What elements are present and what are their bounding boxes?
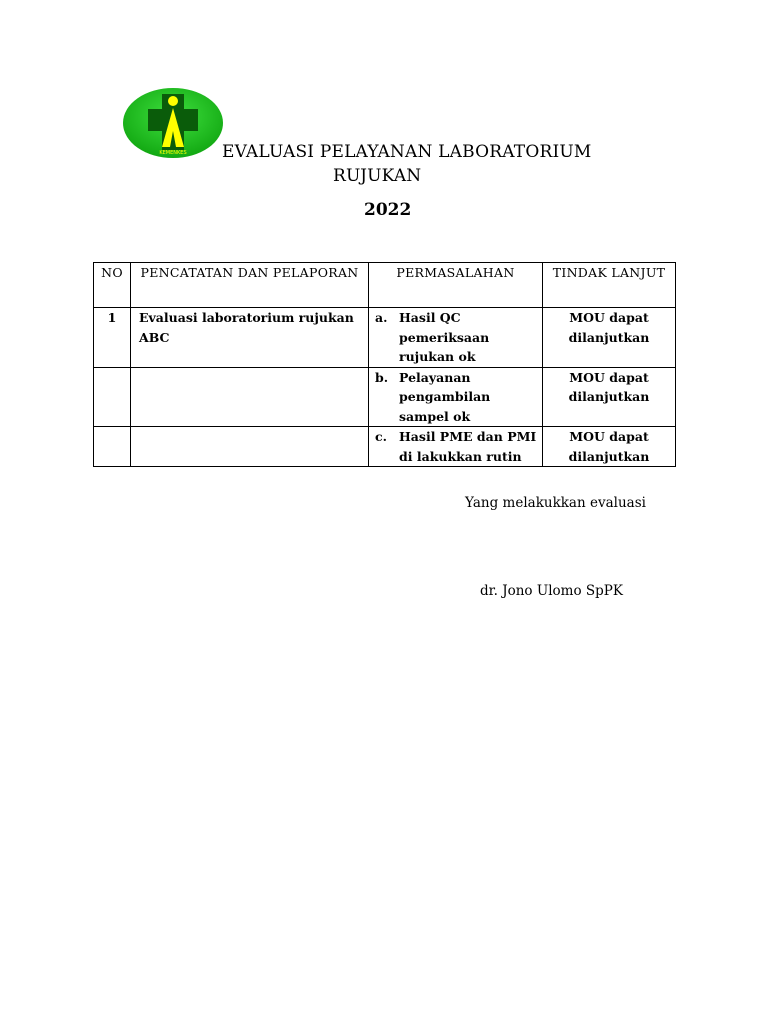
cell-permasalahan <box>369 367 543 427</box>
col-header-no: NO <box>94 263 131 308</box>
cell-tindak-lanjut: MOU dapat dilanjutkan <box>543 367 676 427</box>
table-header-row <box>94 263 676 308</box>
col-header-tindak-lanjut: TINDAK LANJUT <box>543 263 676 308</box>
cell-permasalahan <box>369 308 543 368</box>
document-title-line1: EVALUASI PELAYANAN LABORATORIUM <box>222 142 592 162</box>
item-text: Hasil PME dan PMI di lakukkan rutin <box>399 429 537 464</box>
col-header-permasalahan: PERMASALAHAN <box>369 263 543 308</box>
logo-emblem-icon <box>122 87 226 159</box>
item-letter: a. <box>375 310 388 325</box>
cell-tindak-lanjut: MOU dapat dilanjutkan <box>543 427 676 467</box>
cell-pencatatan <box>131 427 369 467</box>
item-letter: b. <box>375 369 389 385</box>
logo-caption: KEMENKES <box>159 150 187 156</box>
item-text: Hasil QC pemeriksaan rujukan ok <box>399 310 490 364</box>
cell-pencatatan <box>131 367 369 427</box>
cell-no: 1 <box>94 308 131 368</box>
signature-name: dr. Jono Ulomo SpPK <box>480 583 623 599</box>
document-year: 2022 <box>364 200 412 220</box>
table-row <box>94 367 676 427</box>
col-header-pencatatan: PENCATATAN DAN PELAPORAN <box>131 263 369 308</box>
item-letter: c. <box>375 429 387 444</box>
document-title-line2: RUJUKAN <box>333 166 422 186</box>
cell-pencatatan: Evaluasi laboratorium rujukan ABC <box>131 308 369 368</box>
evaluation-table <box>93 262 676 467</box>
item-text: Pelayanan pengambilan sampel ok <box>399 369 491 424</box>
organization-logo <box>122 87 226 159</box>
cell-permasalahan <box>369 427 543 467</box>
cell-no <box>94 427 131 467</box>
table-row <box>94 308 676 368</box>
signature-label: Yang melakukkan evaluasi <box>465 495 646 511</box>
cell-no <box>94 367 131 427</box>
cell-tindak-lanjut: MOU dapat dilanjutkan <box>543 308 676 368</box>
table-row <box>94 427 676 467</box>
